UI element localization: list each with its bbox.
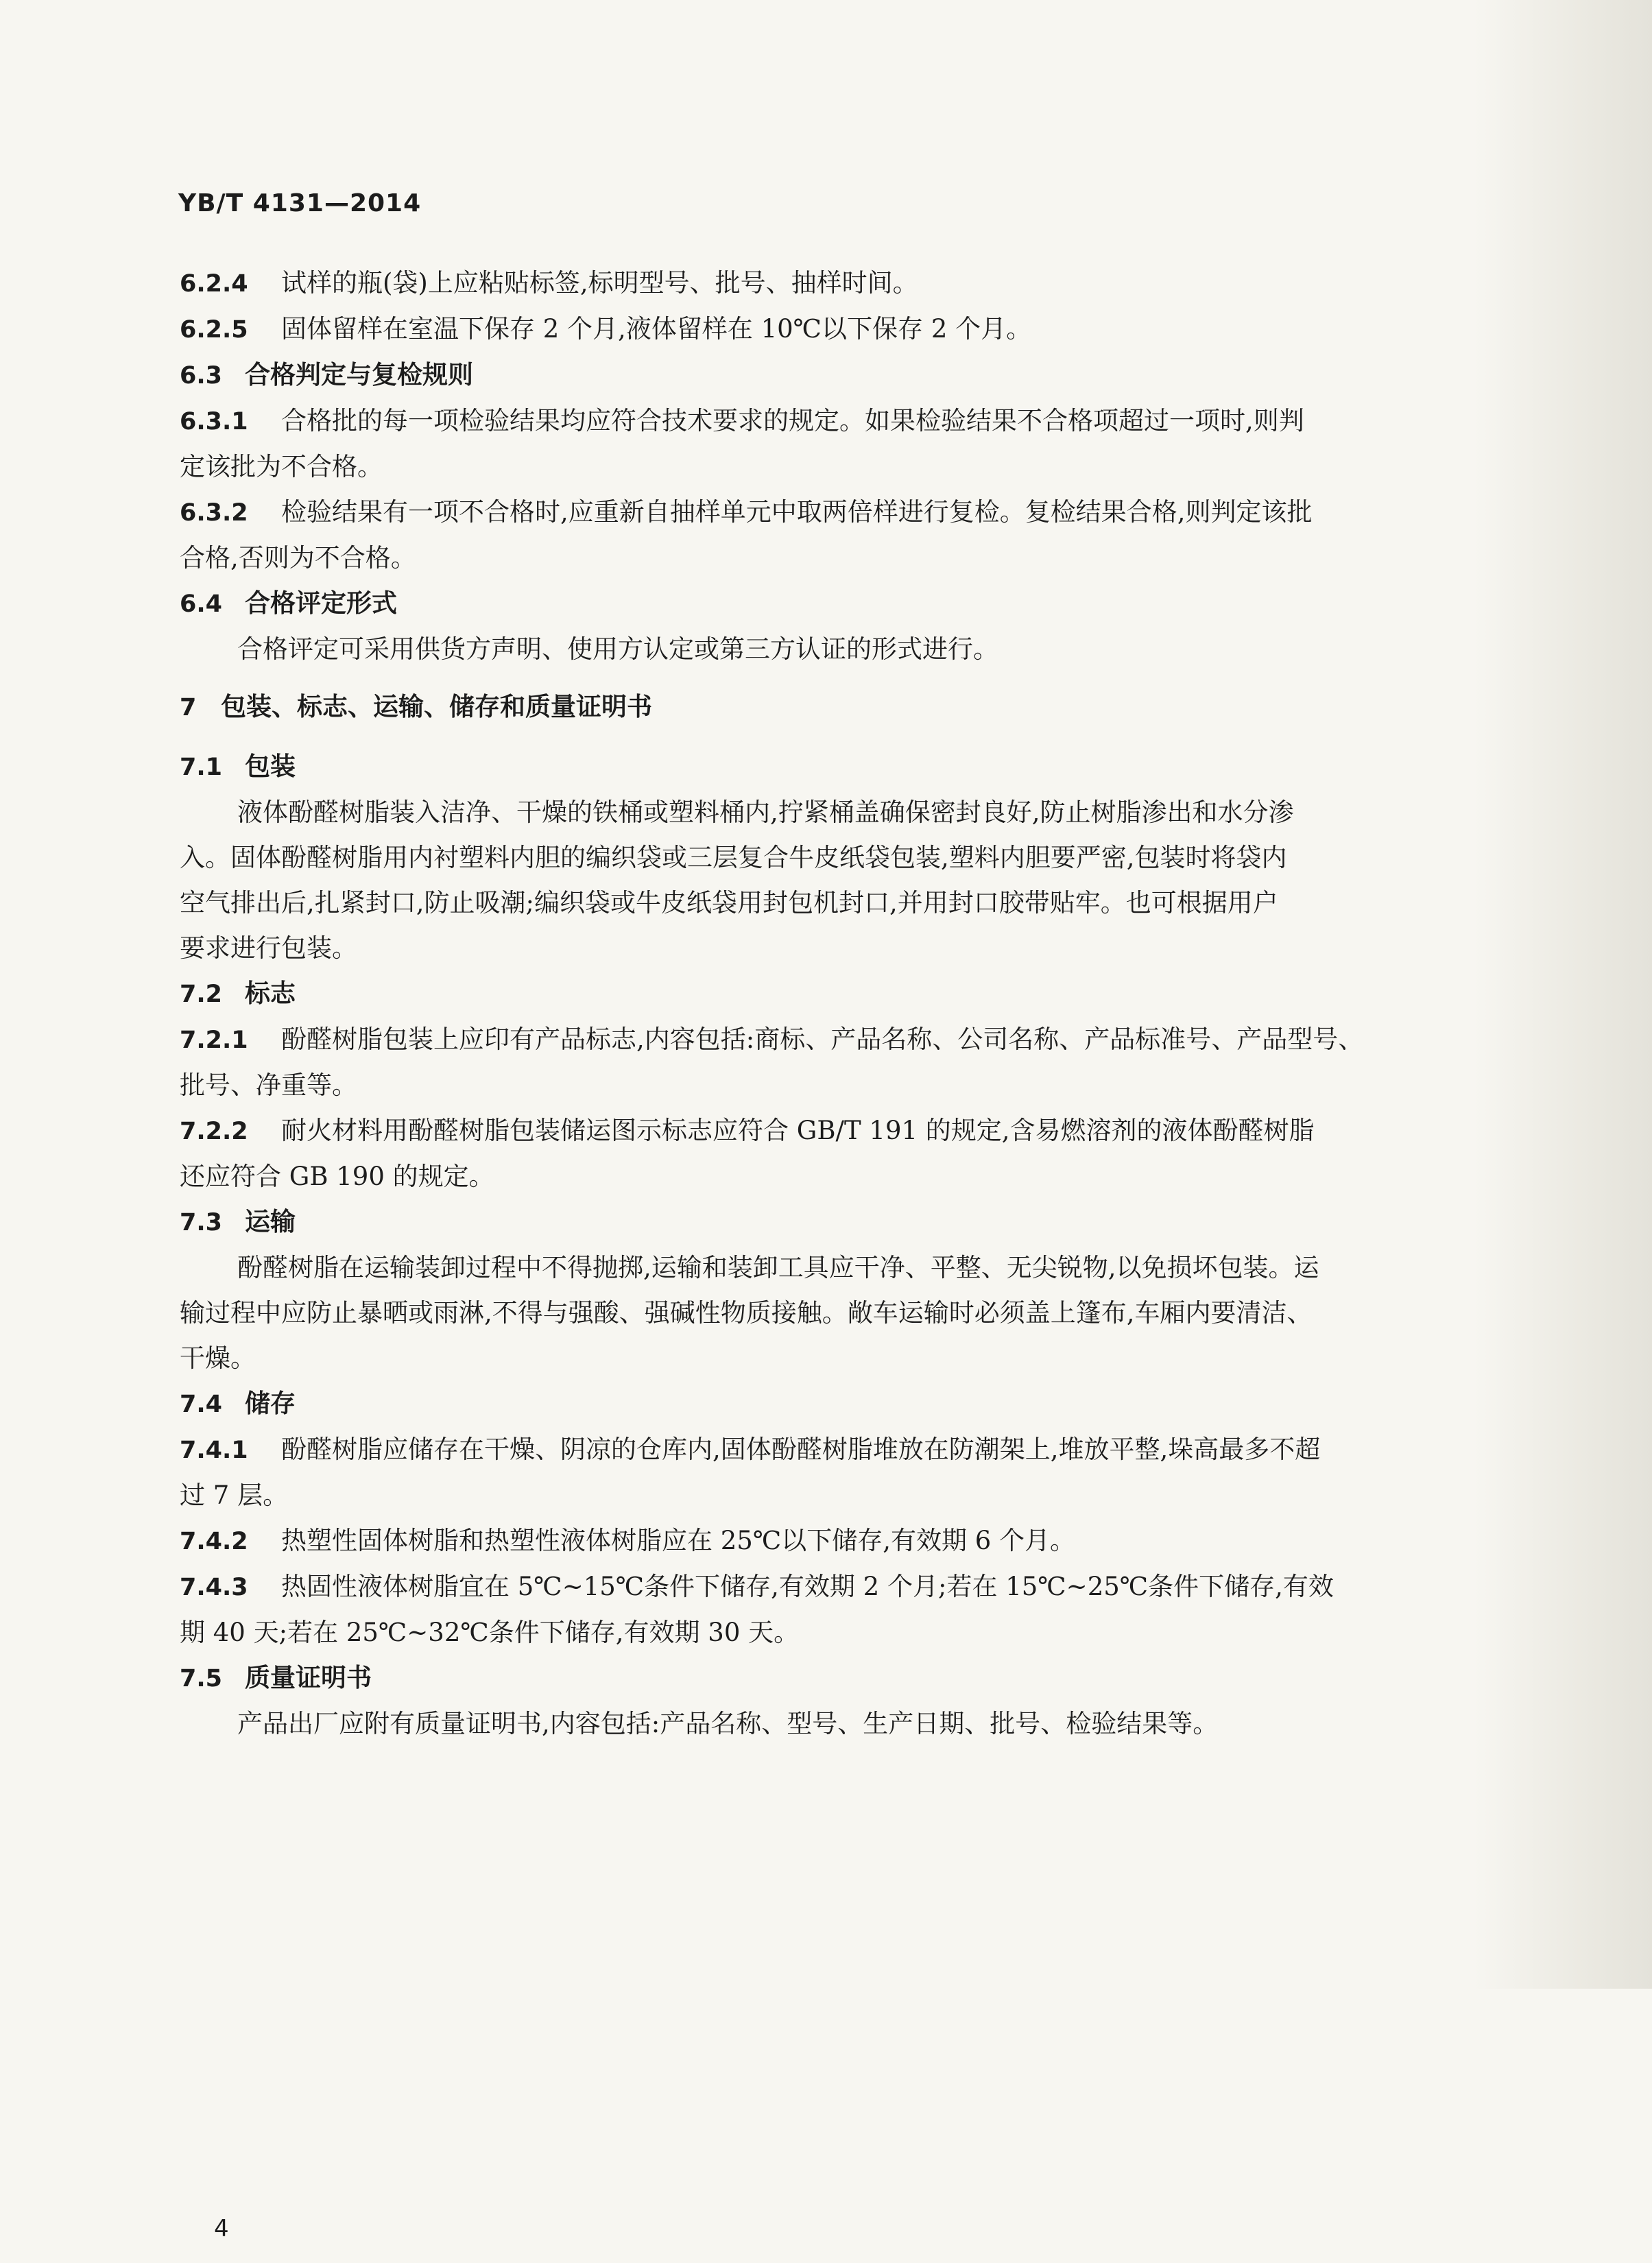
clause-number: 6.2.4 — [180, 270, 248, 298]
clause-text: 热固性液体树脂宜在 5℃~15℃条件下储存,有效期 2 个月;若在 15℃~25℃条件下储存,有效 — [281, 1572, 1334, 1601]
clause-number: 7.2.2 — [180, 1118, 248, 1145]
clause-text: 酚醛树脂应储存在干燥、阴凉的仓库内,固体酚醛树脂堆放在防潮架上,堆放平整,垛高最多不超 — [281, 1435, 1321, 1464]
section-number: 7.5 — [180, 1665, 223, 1692]
paragraph-line: 要求进行包装。 — [180, 933, 357, 963]
section-heading — [180, 352, 1524, 398]
chapter-heading — [180, 684, 1524, 730]
clause-line — [180, 1154, 1524, 1199]
paragraph-line: 酚醛树脂在运输装卸过程中不得抛掷,运输和装卸工具应干净、平整、无尖锐物,以免损坏包装。运 — [237, 1253, 1319, 1282]
clause-text: 过 7 层。 — [180, 1481, 289, 1510]
clause-number: 7.4.1 — [180, 1437, 248, 1464]
section-number: 7.1 — [180, 754, 223, 781]
paragraph-line: 液体酚醛树脂装入洁净、干燥的铁桶或塑料桶内,拧紧桶盖确保密封良好,防止树脂渗出和水分渗 — [237, 798, 1294, 827]
section-number: 7.2 — [180, 981, 223, 1008]
paragraph-line: 产品出厂应附有质量证明书,内容包括:产品名称、型号、生产日期、批号、检验结果等。 — [237, 1709, 1219, 1738]
clause-text: 热塑性固体树脂和热塑性液体树脂应在 25℃以下储存,有效期 6 个月。 — [281, 1526, 1076, 1555]
chapter-number: 7 — [180, 694, 197, 721]
section-title: 运输 — [245, 1207, 296, 1236]
paragraph-line: 输过程中应防止暴晒或雨淋,不得与强酸、强碱性物质接触。敞车运输时必须盖上篷布,车厢内要清洁、 — [180, 1298, 1313, 1328]
section-number: 7.3 — [180, 1209, 223, 1236]
paragraph-line: 干燥。 — [180, 1343, 256, 1373]
clause-line — [180, 261, 1524, 307]
clause-text: 检验结果有一项不合格时,应重新自抽样单元中取两倍样进行复检。复检结果合格,则判定该批 — [281, 497, 1313, 527]
clause-text: 期 40 天;若在 25℃~32℃条件下储存,有效期 30 天。 — [180, 1618, 800, 1647]
clause-line — [180, 1017, 1524, 1063]
section-title: 储存 — [245, 1389, 296, 1418]
clause-number: 7.4.3 — [180, 1574, 248, 1601]
section-number: 7.4 — [180, 1391, 223, 1418]
clause-number: 6.3.2 — [180, 499, 248, 527]
section-title: 标志 — [245, 979, 296, 1008]
section-heading — [180, 1199, 1524, 1245]
clause-text: 固体留样在室温下保存 2 个月,液体留样在 10℃以下保存 2 个月。 — [281, 314, 1032, 344]
paragraph-line: 合格评定可采用供货方声明、使用方认定或第三方认证的形式进行。 — [237, 634, 998, 664]
paragraph-line: 入。固体酚醛树脂用内衬塑料内胆的编织袋或三层复合牛皮纸袋包装,塑料内胆要严密,包装时将袋内 — [180, 843, 1287, 872]
clause-text: 试样的瓶(袋)上应粘贴标签,标明型号、批号、抽样时间。 — [281, 268, 918, 298]
clause-text: 还应符合 GB 190 的规定。 — [180, 1162, 494, 1191]
clause-line — [180, 1610, 1524, 1655]
section-heading — [180, 1381, 1524, 1427]
clause-number: 7.2.1 — [180, 1027, 248, 1054]
section-title: 合格评定形式 — [245, 588, 397, 618]
section-number: 6.4 — [180, 590, 223, 618]
clause-line — [180, 1564, 1524, 1610]
clause-number: 6.2.5 — [180, 316, 248, 344]
section-title: 包装 — [245, 752, 296, 781]
section-number: 6.3 — [180, 362, 223, 390]
clause-line — [180, 1427, 1524, 1473]
clause-text: 批号、净重等。 — [180, 1070, 357, 1100]
section-title: 合格判定与复检规则 — [245, 360, 473, 390]
clause-text: 耐火材料用酚醛树脂包装储运图示标志应符合 GB/T 191 的规定,含易燃溶剂的液体酚醛树脂 — [281, 1116, 1315, 1145]
section-heading — [180, 971, 1524, 1017]
clause-line — [180, 1473, 1524, 1518]
page-number: 4 — [214, 2215, 229, 2242]
document-body — [180, 261, 1524, 1747]
clause-line — [180, 444, 1524, 490]
standard-number-header: YB/T 4131—2014 — [178, 189, 422, 217]
clause-text: 合格,否则为不合格。 — [180, 543, 416, 573]
clause-text: 酚醛树脂包装上应印有产品标志,内容包括:商标、产品名称、公司名称、产品标准号、产品型号、 — [281, 1025, 1364, 1054]
clause-line — [180, 490, 1524, 536]
clause-line — [180, 307, 1524, 352]
clause-text: 合格批的每一项检验结果均应符合技术要求的规定。如果检验结果不合格项超过一项时,则判 — [281, 406, 1304, 435]
clause-line — [180, 1063, 1524, 1108]
clause-line — [180, 1518, 1524, 1564]
clause-number: 6.3.1 — [180, 408, 248, 435]
clause-text: 定该批为不合格。 — [180, 452, 383, 481]
section-title: 质量证明书 — [245, 1663, 372, 1692]
paragraph-line: 空气排出后,扎紧封口,防止吸潮;编织袋或牛皮纸袋用封包机封口,并用封口胶带贴牢。也可根据用户 — [180, 888, 1278, 918]
section-heading — [180, 744, 1524, 790]
section-heading — [180, 1655, 1524, 1701]
clause-line — [180, 536, 1524, 581]
clause-line — [180, 398, 1524, 444]
clause-line — [180, 1108, 1524, 1154]
chapter-title: 包装、标志、运输、储存和质量证明书 — [221, 692, 652, 721]
section-heading — [180, 581, 1524, 627]
clause-number: 7.4.2 — [180, 1528, 248, 1555]
